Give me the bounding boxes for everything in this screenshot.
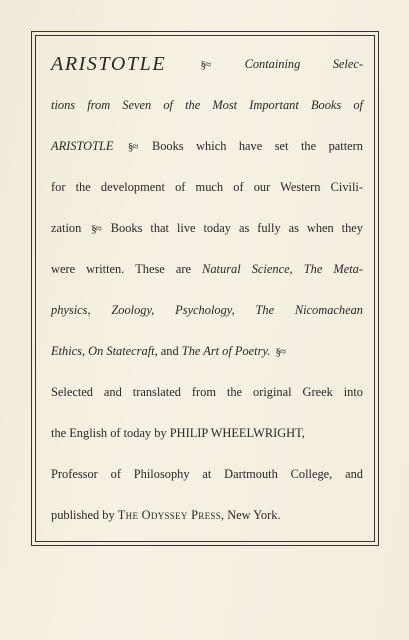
line-8: Ethics, On Statecraft, and The Art of Poetry. §≈ bbox=[51, 344, 286, 358]
line-5: zation §≈ Books that live today as fully as when they bbox=[51, 221, 363, 235]
ornament-icon: §≈ bbox=[200, 59, 211, 71]
line-9: Selected and translated from the original Greek into bbox=[51, 385, 363, 399]
line-2: tions from Seven of the Most Important Books of bbox=[51, 98, 363, 112]
line-7: physics, Zoology, Psychology, The Nicomachean bbox=[51, 303, 363, 317]
line-6: were written. These are Natural Science, The Meta- bbox=[51, 262, 363, 276]
title-aristotle: ARISTOTLE bbox=[51, 53, 167, 75]
line-4: for the development of much of our Western Civili- bbox=[51, 180, 363, 194]
ornament-icon: §≈ bbox=[91, 223, 101, 235]
line-11: Professor of Philosophy at Dartmouth College, and bbox=[51, 467, 363, 481]
ornament-icon: §≈ bbox=[127, 141, 138, 153]
line-3: ARISTOTLE §≈ Books which have set the pattern bbox=[51, 139, 363, 153]
line-12: published by The Odyssey Press, New York. bbox=[51, 508, 281, 522]
publisher-name: The Odyssey Press bbox=[117, 508, 221, 522]
ornament-icon: §≈ bbox=[275, 346, 286, 358]
line-10: the English of today by PHILIP WHEELWRIGHT, bbox=[51, 426, 305, 440]
line-1: ARISTOTLE §≈ Containing Selec- bbox=[51, 53, 363, 75]
